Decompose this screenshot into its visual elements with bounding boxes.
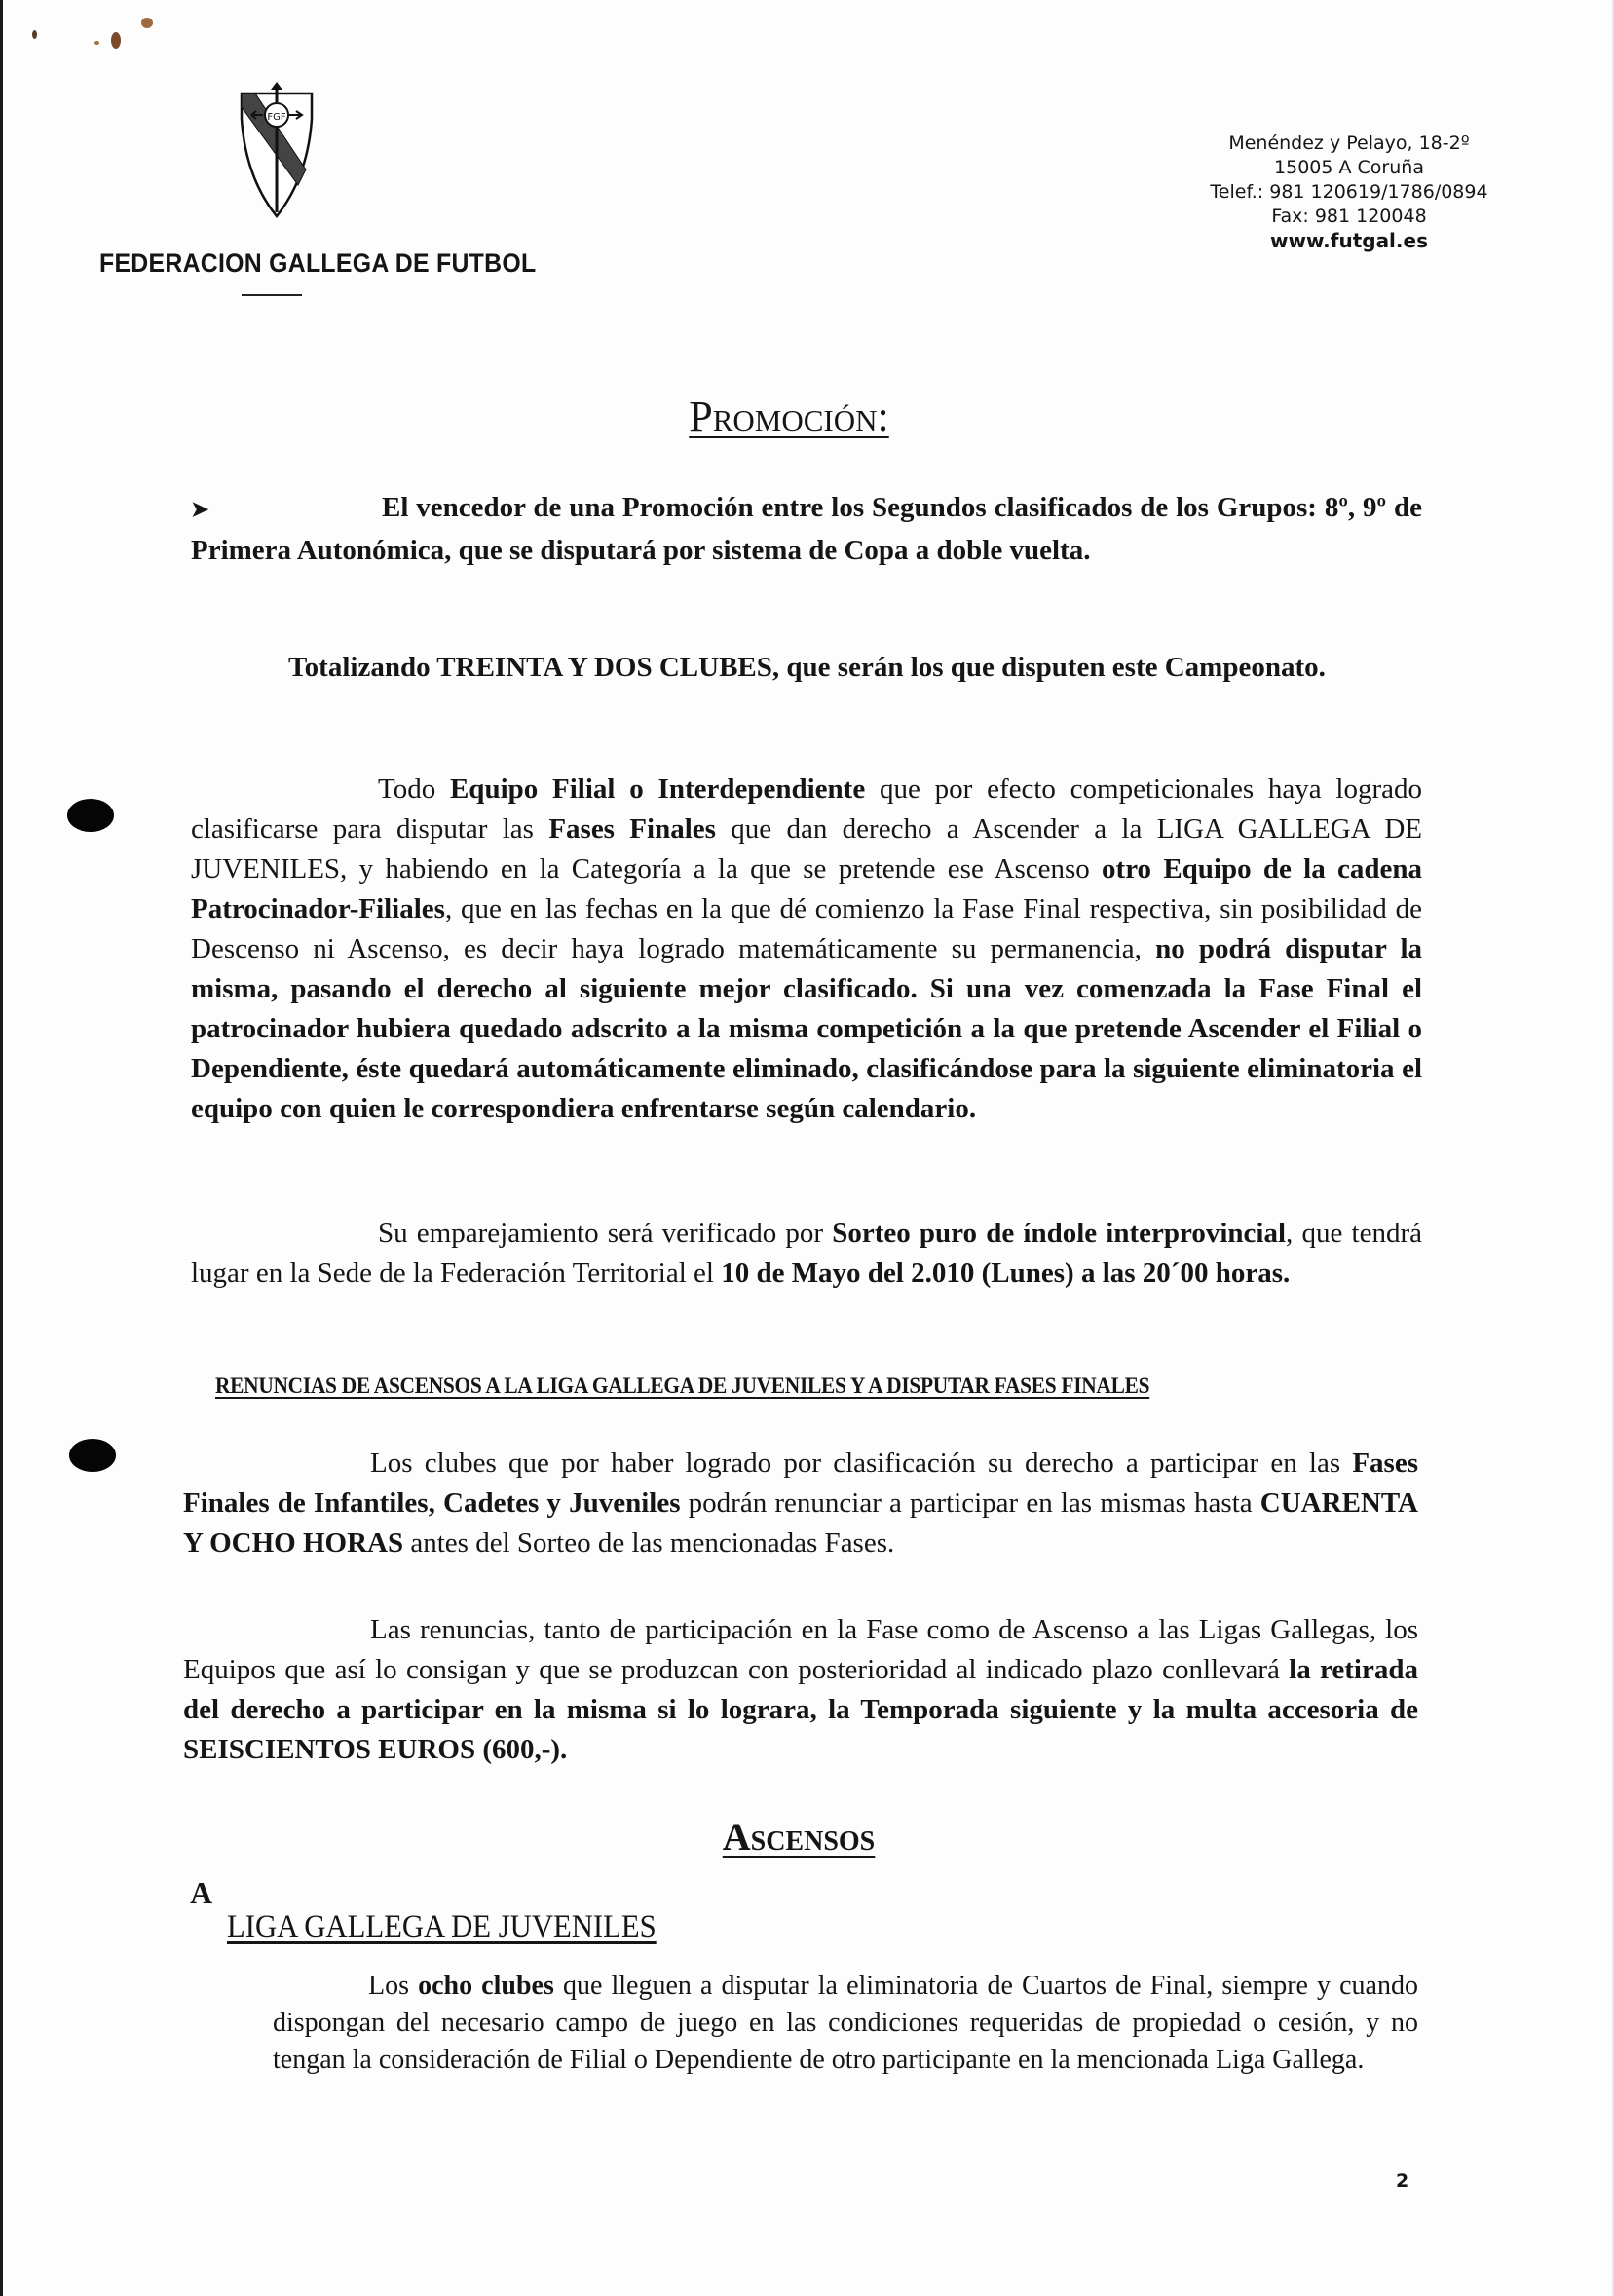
total-paragraph (191, 648, 1422, 688)
arrow-bullet-icon: ➤ (191, 497, 209, 521)
text: Las renuncias, tanto de participación en la Fase como de Ascenso a las Ligas Gallegas, los Equipos que así lo consigan y que se produzcan con posterioridad al indicado plazo conllevará (183, 1614, 1418, 1685)
fgf-shield-logo-icon (238, 80, 316, 221)
subsection-title-liga: LIGA GALLEGA DE JUVENILES (227, 1909, 657, 1944)
text: que dan derecho a Ascender a la LIGA GALLEGA DE JUVENILES, y habiendo en la Categoría a la que se pretende ese Ascenso (191, 813, 1422, 885)
bold-text: 10 de Mayo del 2.010 (Lunes) a las 20´00 horas. (721, 1258, 1291, 1289)
scan-left-edge (0, 0, 3, 2296)
text: que por efecto competicionales haya logrado clasificarse para disputar las (191, 773, 1422, 845)
section-title-renuncias: RENUNCIAS DE ASCENSOS A LA LIGA GALLEGA DE JUVENILES Y A DISPUTAR FASES FINALES (215, 1374, 1150, 1398)
filial-paragraph (191, 770, 1422, 1129)
city: 15005 A Coruña (1274, 157, 1424, 178)
contact-block (1193, 132, 1505, 253)
divider (242, 294, 302, 296)
punch-hole (69, 1439, 116, 1472)
bold-text: CUARENTA Y OCHO HORAS (183, 1487, 1418, 1559)
phone: Telef.: 981 120619/1786/0894 (1210, 181, 1488, 203)
renuncias-penalty-paragraph (183, 1610, 1418, 1770)
text: antes del Sorteo de las mencionadas Fases. (403, 1527, 895, 1559)
stain-mark (94, 41, 99, 45)
stain-mark (32, 30, 37, 39)
bold-text: Sorteo puro de índole interprovincial (832, 1218, 1287, 1249)
text: Los clubes que por haber logrado por clasificación su derecho a participar en las (370, 1448, 1353, 1479)
svg-text:FGF: FGF (267, 112, 286, 123)
sorteo-paragraph (191, 1214, 1422, 1294)
bold-text: ocho clubes (418, 1971, 554, 2001)
section-title-ascensos: Ascensos (722, 1815, 876, 1859)
text: , que tendrá lugar en la Sede de la Federación Territorial el (191, 1218, 1422, 1289)
text: Su emparejamiento será verificado por (378, 1218, 833, 1249)
bold-text: no podrá disputar la misma, pasando el derecho al siguiente mejor clasificado. Si una vez comenzada la Fase Final el patrocinador hubiera quedado adscrito a la misma competición a la que pretende Ascender el Filial o Dependiente, éste quedará automáticamente eliminado, clasificándose para la siguiente eliminatoria el equipo con quien le correspondiera enfrentarse según calendario. (191, 933, 1423, 1124)
text: Los (368, 1971, 419, 2001)
punch-hole (67, 799, 114, 832)
website-link[interactable]: www.futgal.es (1270, 229, 1428, 252)
total-text: Totalizando TREINTA Y DOS CLUBES, que serán los que disputen este Campeonato. (288, 652, 1326, 683)
bullet-text: El vencedor de una Promoción entre los Segundos clasificados de los Grupos: 8º, 9º de Primera Autonómica, que se disputará por sistema de Copa a doble vuelta. (191, 492, 1422, 566)
fax: Fax: 981 120048 (1271, 206, 1427, 227)
ascensos-paragraph (273, 1968, 1418, 2079)
bold-text: Fases Finales de Infantiles, Cadetes y Juveniles (183, 1448, 1418, 1519)
text: Todo (378, 773, 450, 805)
bold-text: Fases Finales (548, 813, 716, 845)
address: Menéndez y Pelayo, 18-2º (1228, 132, 1470, 154)
promocion-bullet-item (191, 487, 1422, 571)
section-title-promocion: Promoción: (689, 393, 889, 440)
renuncias-clubes-paragraph (183, 1444, 1418, 1563)
page-number: 2 (1396, 2170, 1409, 2192)
bold-text: otro Equipo de la cadena Patrocinador-Filiales (191, 853, 1422, 924)
text: que lleguen a disputar la eliminatoria de Cuartos de Final, siempre y cuando dispongan del necesario campo de juego en las condiciones requeridas de propiedad o cesión, y no tengan la consideración de Filial o Dependiente de otro participante en la mencionada Liga Gallega. (273, 1971, 1418, 2075)
stain-mark (111, 32, 121, 49)
bold-text: Equipo Filial o Interdependiente (449, 773, 866, 805)
stain-mark (141, 18, 153, 28)
organization-name: FEDERACION GALLEGA DE FUTBOL (99, 248, 537, 278)
subsection-letter: A (190, 1875, 213, 1910)
text: , que en las fechas en la que dé comienzo la Fase Final respectiva, sin posibilidad de Descenso ni Ascenso, es decir haya logrado matemáticamente su permanencia, (191, 893, 1422, 964)
bold-text: la retirada del derecho a participar en la misma si lo lograra, la Temporada siguiente y la multa accesoria de SEISCIENTOS EUROS (600,-). (183, 1654, 1418, 1765)
text: podrán renunciar a participar en las mismas hasta (680, 1487, 1260, 1519)
